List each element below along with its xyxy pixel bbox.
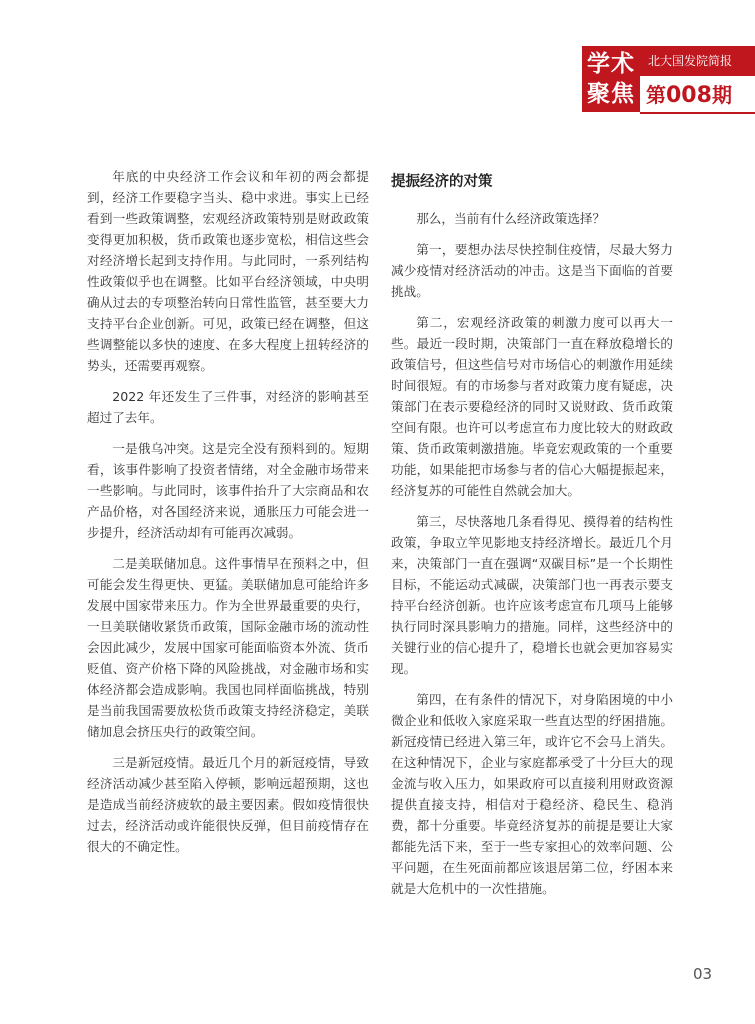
- issue-label: [646, 78, 732, 112]
- masthead-title-box: [582, 46, 640, 112]
- masthead-title-line2: 聚焦: [587, 81, 635, 107]
- right-paragraph-5: 第四，在有条件的情况下，对身陷困境的中小微企业和低收入家庭采取一些直达型的纾困措施。新冠疫情已经进入第三年，或许它不会马上消失。在这种情况下，企业与家庭都承受了十分巨大的现金流与收入压力，如果政府可以直接利用财政资源提供直接支持，相信对于稳经济、稳民生、稳消费，都十分重要。毕竟经济复苏的前提是要让大家都能先活下来，至于一些专家担心的效率问题、公平问题，在生死面前都应该退居第二位，纾困本来就是大危机中的一次性措施。: [391, 692, 673, 896]
- right-paragraph-1: 那么，当前有什么经济政策选择？: [416, 211, 606, 226]
- issue-suffix: 期: [711, 83, 732, 107]
- right-paragraph-3: 第二，宏观经济政策的刺激力度可以再大一些。最近一段时期，决策部门一直在释放稳增长的政策信号，但这些信号对市场信心的刺激作用延续时间很短。有的市场参与者对政策力度有疑虑，决策部门在表示要稳经济的同时又说财政、货币政策空间有限。也许可以考虑宣布力度比较大的财政政策、货币政策刺激措施。毕竟宏观政策的一个重要功能，如果能把市场参与者的信心大幅提振起来，经济复苏的可能性自然就会加大。: [391, 315, 673, 498]
- publication-name: 北大国发院简报: [640, 46, 755, 76]
- left-paragraph-3: 一是俄乌冲突。这是完全没有预料到的。短期看，该事件影响了投资者情绪，对全金融市场带来一些影响。与此同时，该事件抬升了大宗商品和农产品价格，对各国经济来说，通胀压力可能会进一步提升，经济活动却有可能再次减弱。: [87, 441, 369, 540]
- issue-number: 008: [666, 83, 712, 108]
- left-paragraph-4: 二是美联储加息。这件事情早在预料之中，但可能会发生得更快、更猛。美联储加息可能给许多发展中国家带来压力。作为全世界最重要的央行，一旦美联储收紧货币政策，国际金融市场的流动性会因此减少，发展中国家可能面临资本外流、货币贬值、资产价格下降的风险挑战，对金融市场和实体经济都会造成影响。我国也同样面临挑战，特别是当前我国需要放松货币政策支持经济稳定，美联储加息会挤压央行的政策空间。: [87, 556, 369, 739]
- page-number: 03: [693, 965, 713, 983]
- right-column: [391, 166, 673, 909]
- section-heading: 提振经济的对策: [391, 174, 493, 190]
- masthead-rule: [640, 112, 755, 114]
- issue-prefix: 第: [646, 83, 666, 107]
- left-paragraph-5: 三是新冠疫情。最近几个月的新冠疫情，导致经济活动减少甚至陷入停顿，影响远超预期，这也是造成当前经济疲软的最主要因素。假如疫情很快过去，经济活动或许能很快反弹，但目前疫情存在很大的不确定性。: [87, 755, 369, 854]
- left-column: [87, 166, 369, 867]
- left-paragraph-2: 2022 年还发生了三件事，对经济的影响甚至超过了去年。: [87, 389, 369, 425]
- masthead-title-line1: 学术: [587, 51, 635, 77]
- right-paragraph-2: 第一，要想办法尽快控制住疫情，尽最大努力减少疫情对经济活动的冲击。这是当下面临的首要挑战。: [391, 242, 673, 299]
- right-paragraph-4: 第三，尽快落地几条看得见、摸得着的结构性政策，争取立竿见影地支持经济增长。最近几个月来，决策部门一直在强调“双碳目标”是一个长期性目标，不能运动式减碳，决策部门也一再表示要支持平台经济创新。也许应该考虑宣布几项马上能够执行同时深具影响力的措施。同样，这些经济中的关键行业的信心提升了，稳增长也就会更加容易实现。: [391, 514, 673, 676]
- masthead: [582, 46, 755, 112]
- left-paragraph-1: 年底的中央经济工作会议和年初的两会都提到，经济工作要稳字当头、稳中求进。事实上已经看到一些政策调整，宏观经济政策特别是财政政策变得更加积极，货币政策也逐步宽松，相信这些会对经济增长起到支持作用。与此同时，一系列结构性政策似乎也在调整。比如平台经济领域，中央明确从过去的专项整治转向日常性监管，甚至要大力支持平台企业创新。可见，政策已经在调整，但这些调整能以多快的速度、在多大程度上扭转经济的势头，还需要再观察。: [87, 169, 369, 373]
